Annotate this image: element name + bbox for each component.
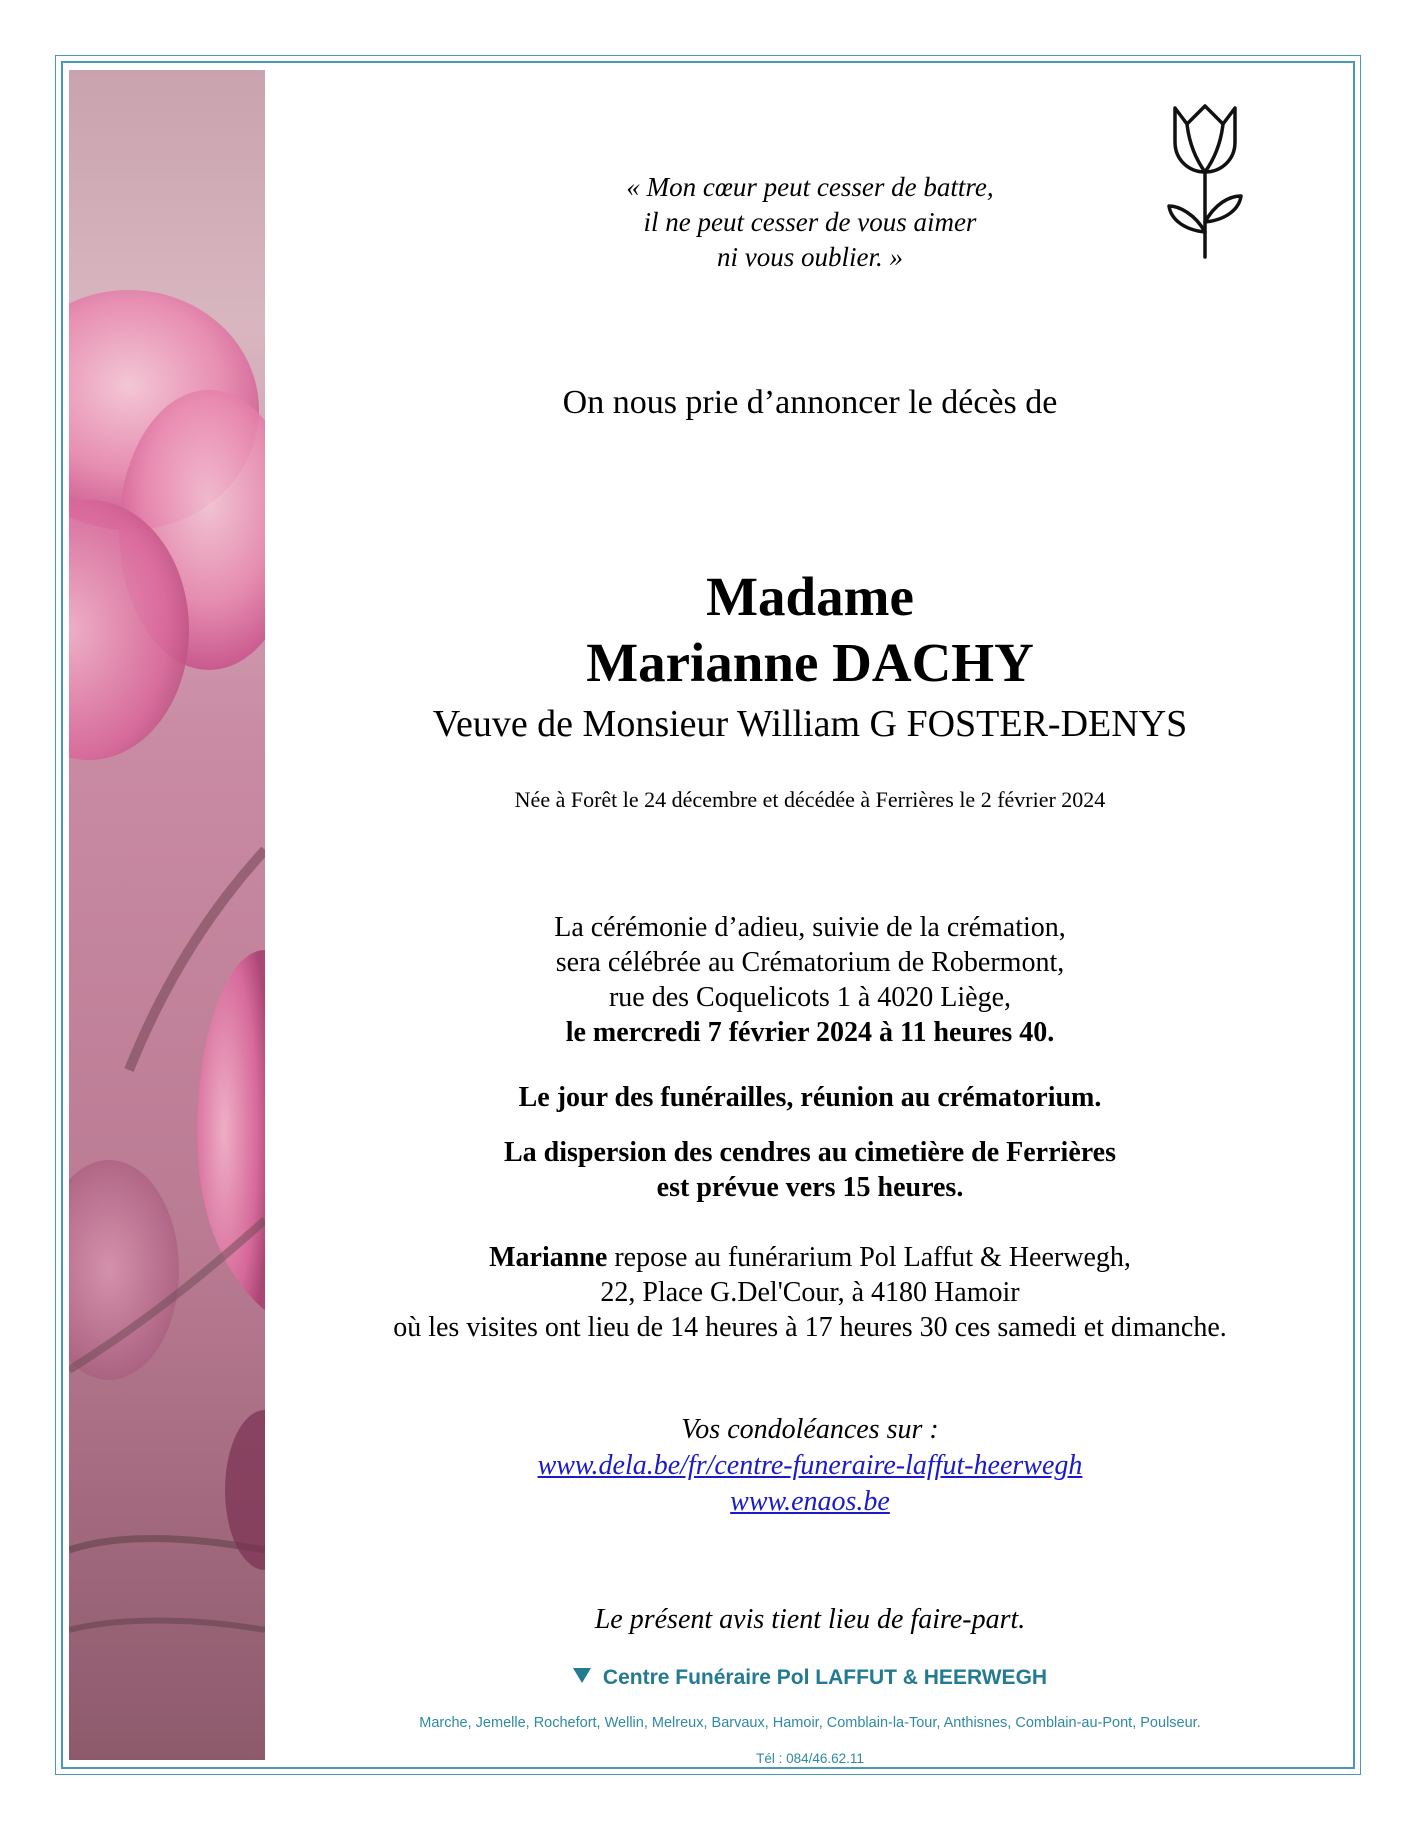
funeral-home-towns: Marche, Jemelle, Rochefort, Wellin, Melreux, Barvaux, Hamoir, Comblain-la-Tour, Anthisnes, Comblain-au-Pont, Poulseur. [419,1715,1201,1731]
announcement-line: On nous prie d’annoncer le décès de [562,384,1058,421]
deceased-name: Marianne DACHY [586,632,1034,693]
reunion-line: Le jour des funérailles, réunion au crématorium. [518,1082,1102,1113]
quote-line-1: « Mon cœur peut cesser de battre, [626,172,994,202]
visit-line-1 [300,1240,1320,1275]
visit-line-1-rest: repose au funérarium Pol Laffut & Heerwegh, [607,1242,1131,1273]
condolences-link-enaos[interactable]: www.enaos.be [730,1486,890,1517]
ceremony-line-2: sera célébrée au Crématorium de Robermont, [555,947,1065,978]
deceased-title: Madame [706,566,914,627]
condolences-label: Vos condoléances sur : [681,1414,939,1445]
tulip-photo-strip [69,70,265,1760]
visit-line-2: 22, Place G.Del'Cour, à 4180 Hamoir [600,1277,1020,1308]
ceremony-date: le mercredi 7 février 2024 à 11 heures 40. [565,1017,1055,1048]
notice-line: Le présent avis tient lieu de faire-part. [594,1604,1026,1635]
funeral-home-label: Centre Funéraire Pol LAFFUT & HEERWEGH [602,1666,1048,1689]
quote-line-3: ni vous oublier. » [717,242,903,272]
condolences-block [300,1412,1320,1520]
dispersion-line-1: La dispersion des cendres au cimetière de Ferrières [504,1137,1116,1168]
epitaph-quote [300,170,1320,275]
quote-line-2: il ne peut cesser de vous aimer [643,207,977,237]
funeral-home-phone: Tél : 084/46.62.11 [756,1751,864,1766]
birth-death-line: Née à Forêt le 24 décembre et décédée à Ferrières le 2 février 2024 [514,787,1106,812]
visit-line-3: où les visites ont lieu de 14 heures à 17 heures 30 ces samedi et dimanche. [393,1312,1227,1343]
dispersion-line-2: est prévue vers 15 heures. [656,1172,964,1203]
visit-first-name: Marianne [489,1242,608,1273]
dispersion-block [300,1135,1320,1205]
condolences-link-dela[interactable]: www.dela.be/fr/centre-funeraire-laffut-heerwegh [537,1450,1083,1481]
triangle-down-icon [573,1668,591,1683]
ceremony-line-1: La cérémonie d’adieu, suivie de la crémation, [554,912,1066,943]
widow-of-line: Veuve de Monsieur William G FOSTER-DENYS [432,703,1188,745]
ceremony-block [300,910,1320,1050]
ceremony-line-3: rue des Coquelicots 1 à 4020 Liège, [608,982,1011,1013]
funeral-home-name [300,1664,1320,1692]
visit-block [300,1240,1320,1345]
